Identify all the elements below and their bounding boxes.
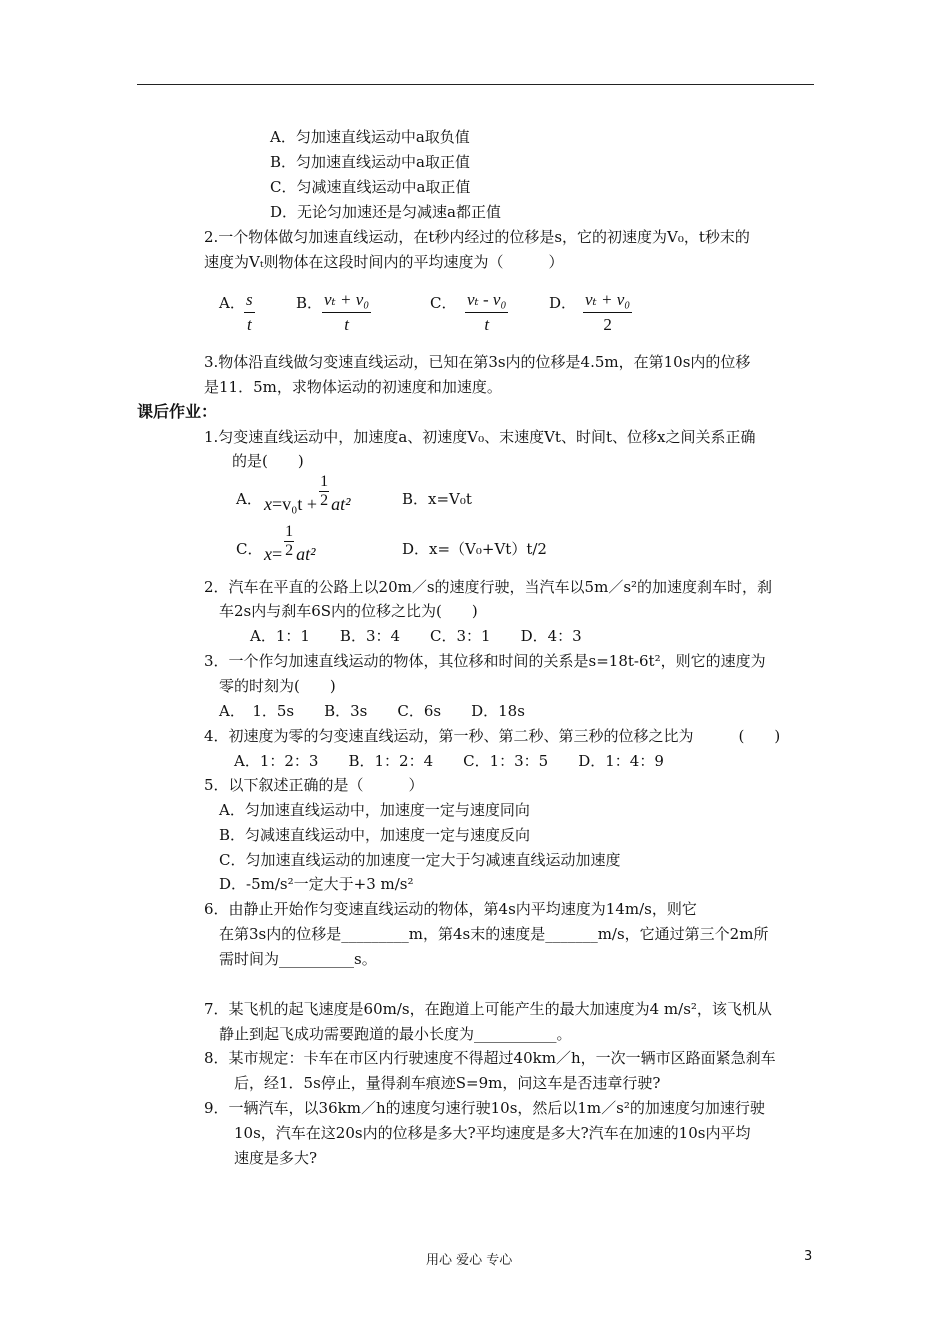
q3-line-2: 是11．5m，求物体运动的初速度和加速度。 (204, 378, 502, 396)
q2-option-c-label: C． (430, 294, 457, 312)
hw5-option-a: A．匀加速直线运动中，加速度一定与速度同向 (219, 801, 530, 819)
q2-option-b-label: B． (296, 294, 323, 312)
prev-option-b: B．匀加速直线运动中a取正值 (270, 153, 470, 171)
hw2-line-2: 车2s内与刹车6S内的位移之比为( ) (219, 602, 478, 620)
hw4-options: A．1：2：3 B．1：2：4 C．1：3：5 D．1：4：9 (234, 752, 664, 770)
hw8-line-2: 后，经1．5s停止，量得刹车痕迹S=9m，问这车是否违章行驶? (234, 1074, 661, 1092)
hw1-option-a-fraction (319, 473, 329, 510)
q2-option-b-fraction (322, 290, 371, 335)
page-number: 3 (804, 1249, 813, 1264)
hw1-option-a-lhs: x (264, 493, 272, 514)
footer-slogan: 用心 爱心 专心 (426, 1253, 513, 1268)
hw1-option-c-denominator: 2 (285, 542, 294, 559)
hw6-line-3: 需时间为__________s。 (219, 950, 377, 968)
hw1-option-c-label: C． (236, 540, 263, 558)
hw1-option-a-middle: =v₀t + (272, 493, 318, 514)
hw2-options: A．1：1 B．3：4 C．3：1 D．4：3 (250, 627, 582, 645)
hw1-option-c-fraction (284, 523, 294, 560)
hw9-line-2: 10s，汽车在这20s内的位移是多大?平均速度是多大?汽车在加速的10s内平均 (234, 1124, 751, 1142)
hw7-line-2: 静止到起飞成功需要跑道的最小长度为___________。 (219, 1025, 572, 1043)
hw1-option-a-label: A． (236, 490, 262, 508)
hw3-line-1: 3．一个作匀加速直线运动的物体，其位移和时间的关系是s=18t-6t²，则它的速度为 (204, 652, 766, 670)
hw1-option-a-numerator: 1 (320, 473, 329, 490)
q2-option-c-numerator: vₜ - v₀ (465, 290, 508, 313)
q2-line-2: 速度为Vₜ则物体在这段时间内的平均速度为（ ） (204, 253, 564, 271)
hw1-option-c-numerator: 1 (285, 523, 294, 540)
q3-line-1: 3.物体沿直线做匀变速直线运动，已知在第3s内的位移是4.5m，在第10s内的位移 (204, 353, 751, 371)
hw9-line-3: 速度是多大? (234, 1149, 318, 1167)
q2-option-b-numerator: vₜ + v₀ (322, 290, 371, 313)
prev-option-d: D．无论匀加速还是匀减速a都正值 (270, 203, 501, 221)
hw6-line-1: 6．由静止开始作匀变速直线运动的物体，第4s内平均速度为14m/s，则它 (204, 900, 697, 918)
hw5-option-b: B．匀减速直线运动中，加速度一定与速度反向 (219, 826, 531, 844)
prev-option-a: A．匀加速直线运动中a取负值 (270, 128, 470, 146)
hw5-line-1: 5．以下叙述正确的是（ ） (204, 776, 424, 794)
q2-option-a-fraction (244, 290, 255, 335)
hw6-line-2: 在第3s内的位移是_________m，第4s末的速度是_______m/s，它通过第三个2m所 (219, 925, 769, 943)
hw2-line-1: 2．汽车在平直的公路上以20m／s的速度行驶，当汽车以5m／s²的加速度刹车时，刹 (204, 578, 773, 596)
q2-option-b-denominator: t (344, 315, 349, 334)
hw1-option-a-tail: at² (331, 493, 351, 514)
q2-option-d-fraction (583, 290, 632, 335)
hw5-option-d: D．-5m/s²一定大于+3 m/s² (219, 875, 414, 893)
hw4-line-1: 4．初速度为零的匀变速直线运动，第一秒、第二秒、第三秒的位移之比为 ( ) (204, 727, 781, 745)
hw1-option-c-equation (264, 523, 316, 564)
hw9-line-1: 9．一辆汽车，以36km／h的速度匀速行驶10s，然后以1m／s²的加速度匀加速行驶 (204, 1099, 765, 1117)
q2-option-d-numerator: vₜ + v₀ (583, 290, 632, 313)
homework-heading: 课后作业： (137, 402, 218, 421)
q2-line-1: 2.一个物体做匀加速直线运动，在t秒内经过的位移是s，它的初速度为V₀，t秒末的 (204, 228, 750, 246)
hw3-line-2: 零的时刻为( ) (219, 677, 336, 695)
hw1-option-a-denominator: 2 (320, 492, 329, 509)
hw5-option-c: C．匀加速直线运动的加速度一定大于匀减速直线运动加速度 (219, 851, 621, 869)
hw1-option-d: D．x=（V₀+Vt）t/2 (402, 540, 547, 558)
q2-option-d-label: D． (549, 294, 577, 312)
q2-option-c-denominator: t (484, 315, 490, 334)
hw1-line-2: 的是( ) (232, 452, 304, 470)
q2-option-c-fraction (465, 290, 508, 335)
hw1-line-1: 1.匀变速直线运动中，加速度a、初速度V₀、末速度Vt、时间t、位移x之间关系正确 (204, 428, 756, 446)
hw7-line-1: 7．某飞机的起飞速度是60m/s，在跑道上可能产生的最大加速度为4 m/s²，该飞机从 (204, 1000, 772, 1018)
q2-option-d-denominator: 2 (603, 315, 612, 334)
hw1-option-a-equation (264, 473, 351, 514)
hw1-option-c-middle: = (272, 543, 283, 564)
hw3-options: A． 1．5s B．3s C．6s D．18s (219, 702, 525, 720)
hw8-line-1: 8．某市规定：卡车在市区内行驶速度不得超过40km／h，一次一辆市区路面紧急刹车 (204, 1049, 776, 1067)
hw1-option-c-tail: at² (296, 543, 316, 564)
header-rule (137, 84, 814, 85)
hw1-option-b: B．x=V₀t (402, 490, 472, 508)
q2-option-a-denominator: t (246, 315, 252, 334)
hw1-option-c-lhs: x (264, 543, 272, 564)
q2-option-a-numerator: s (244, 290, 255, 313)
prev-option-c: C．匀减速直线运动中a取正值 (270, 178, 471, 196)
q2-option-a-label: A． (219, 294, 245, 312)
